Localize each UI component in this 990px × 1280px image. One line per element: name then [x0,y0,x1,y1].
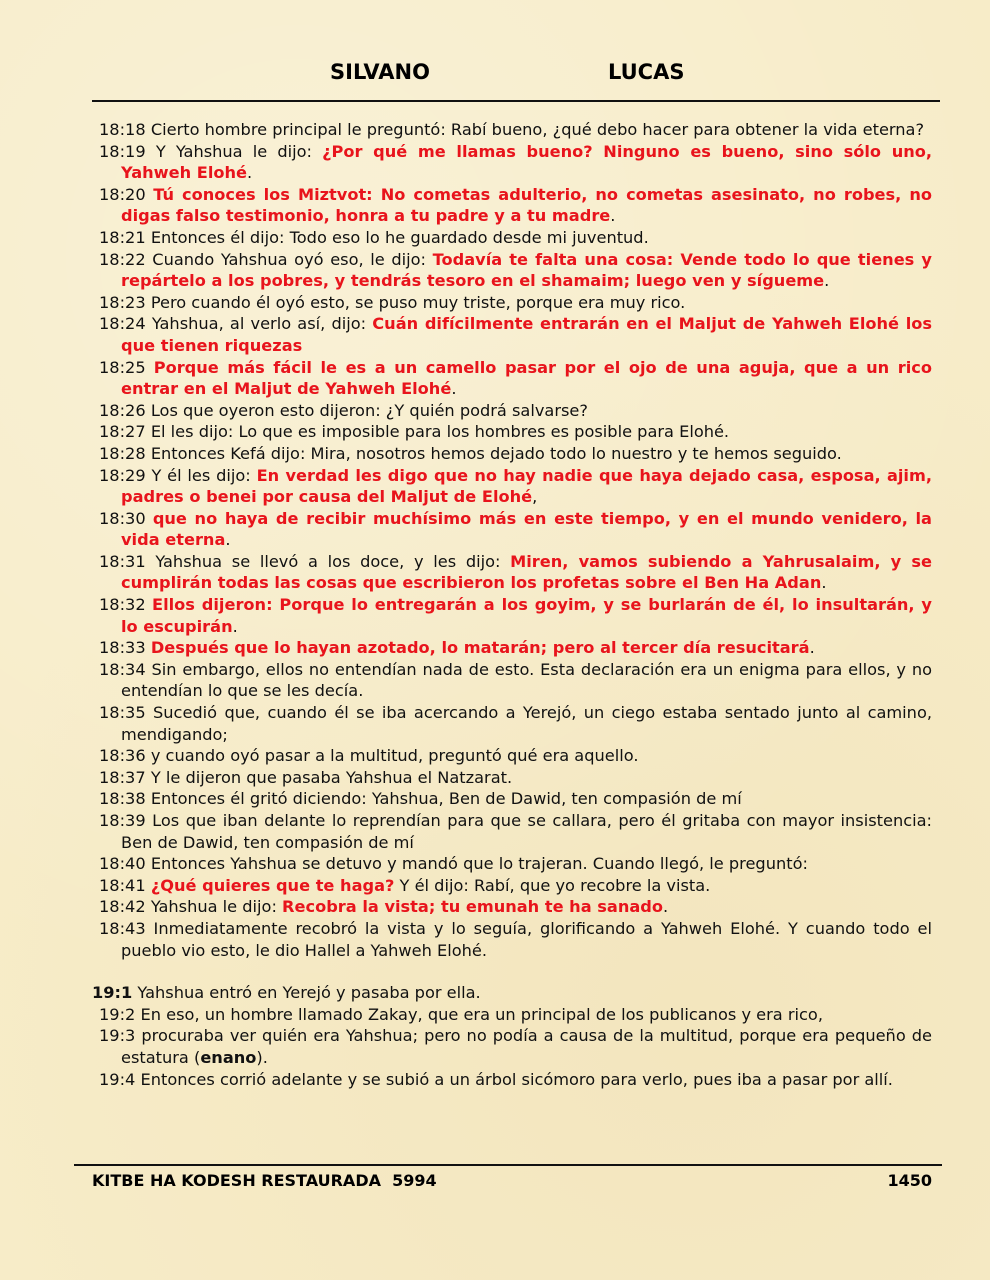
chapter-gap [92,961,932,982]
verse-ref: 18:40 [99,854,146,874]
verse-ref: 18:19 [99,141,146,161]
words-of-yahshua: Después que lo hayan azotado, lo matarán; pero al tercer día resucitará [150,638,810,658]
verse-text: Sucedió que, cuando él se iba acercando a Yerejó, un ciego estaba sentado junto al camino, mendigando; [121,703,932,744]
emphasis-text: enano [200,1047,257,1067]
verse-ref: 18:30 [99,508,146,528]
verse [92,637,932,659]
verse-ref: 18:34 [99,659,146,679]
verse-text: procuraba ver quién era Yahshua; pero no podía a causa de la multitud, porque era pequeño de estatura ( [121,1026,932,1067]
verse-ref: 18:18 [99,120,146,139]
verse-ref: 18:24 [99,314,146,334]
verse-ref: 18:43 [99,918,146,938]
verse [92,119,932,141]
header-book-left: SILVANO [330,60,430,84]
verse-text: . [821,573,827,593]
verse [92,357,932,400]
verse-text: Los que iban delante lo reprendían para que se callara, pero él gritaba con mayor insistencia: Ben de Dawid, ten compasión de mí [121,811,932,852]
verse-text: , [532,487,538,507]
verse [92,184,932,227]
verse-text: Los que oyeron esto dijeron: ¿Y quién podrá salvarse? [150,400,588,420]
verse-text: En eso, un hombre llamado Zakay, que era un principal de los publicanos y era rico, [140,1004,823,1024]
verse-text: Entonces corrió adelante y se subió a un árbol sicómoro para verlo, pues iba a pasar por allí. [140,1069,893,1089]
verse-ref: 18:21 [99,227,146,247]
page-header [0,60,990,90]
words-of-yahshua: Porque más fácil le es a un camello pasar por el ojo de una aguja, que a un rico entrar en el Maljut de Yahweh Elohé [121,357,932,399]
verse-ref: 18:26 [99,400,146,420]
verse-ref: 18:36 [99,746,146,766]
verse-ref: 18:23 [99,292,146,312]
verse-ref: 18:41 [99,875,146,895]
verse [92,875,932,897]
verse-ref: 18:42 [99,897,146,917]
page-footer [92,1171,932,1193]
verse [92,400,932,422]
verse [92,702,932,745]
verse-ref: 18:27 [99,422,146,442]
verse-text: Entonces él dijo: Todo eso lo he guardado desde mi juventud. [150,227,649,247]
verse-ref: 18:22 [99,249,146,269]
verse [92,141,932,184]
verse [92,508,932,551]
verse [92,918,932,961]
verse-ref: 19:3 [99,1026,136,1046]
verse [92,810,932,853]
verse-text: . [247,163,253,183]
words-of-yahshua: ¿Por qué me llamas bueno? Ninguno es bueno, sino sólo uno, Yahweh Elohé [121,141,933,183]
page-number: 1450 [887,1171,932,1190]
verse-text: Y Yahshua le dijo: [155,141,323,161]
verse-text: Yahshua le dijo: [150,897,283,917]
verse [92,896,932,918]
words-of-yahshua: En verdad les digo que no hay nadie que haya dejado casa, esposa, ajim, padres o benei por causa del Maljut de Elohé [121,465,932,507]
verse [92,292,932,314]
verse-ref: 18:25 [99,357,146,377]
verse-text: Y él dijo: Rabí, que yo recobre la vista. [394,875,711,895]
verse [92,788,932,810]
verse-text: . [824,271,830,291]
verse-ref: 18:28 [99,443,146,463]
verse [92,659,932,702]
verse-text: . [809,638,815,658]
verse-text: Entonces él gritó diciendo: Yahshua, Ben de Dawid, ten compasión de mí [150,789,742,809]
verse [92,594,932,637]
words-of-yahshua: ¿Qué quieres que te haga? [150,875,395,895]
verse [92,982,932,1004]
words-of-yahshua: Tú conoces los Miztvot: No cometas adulterio, no cometas asesinato, no robes, no digas falso testimonio, honra a tu padre y a tu madre [121,184,932,226]
verse-text: Entonces Kefá dijo: Mira, nosotros hemos dejado todo lo nuestro y te hemos seguido. [150,443,842,463]
verse [92,1025,932,1068]
verse-text: ). [256,1047,268,1067]
verse-ref: 19:4 [99,1069,136,1089]
words-of-yahshua: Miren, vamos subiendo a Yahrusalaim, y se cumplirán todas las cosas que escribieron los profetas sobre el Ben Ha Adan [121,551,932,593]
footer-title: KITBE HA KODESH RESTAURADA 5994 [92,1171,437,1190]
verse-text: El les dijo: Lo que es imposible para los hombres es posible para Elohé. [150,422,730,442]
verse-ref: 18:31 [99,551,146,571]
verse [92,227,932,249]
verse-text: Cuando Yahshua oyó eso, le dijo: [152,249,433,269]
verse-text: Pero cuando él oyó esto, se puso muy triste, porque era muy rico. [150,292,686,312]
verse-text: . [610,206,616,226]
verse-text: Cierto hombre principal le preguntó: Rabí bueno, ¿qué debo hacer para obtener la vida eterna? [150,120,925,139]
verse [92,443,932,465]
words-of-yahshua: Ellos dijeron: Porque lo entregarán a los goyim, y se burlarán de él, lo insultarán, y lo escupirán [121,595,932,636]
verse [92,465,932,508]
scripture-text [92,119,932,1090]
verse-text: Y le dijeron que pasaba Yahshua el Natzarat. [150,767,513,787]
verse [92,745,932,767]
verse-text: Entonces Yahshua se detuvo y mandó que lo trajeran. Cuando llegó, le preguntó: [150,854,808,874]
verse-ref: 18:37 [99,767,146,787]
words-of-yahshua: que no haya de recibir muchísimo más en este tiempo, y en el mundo venidero, la vida eterna [121,508,932,550]
verse-ref: 18:38 [99,789,146,809]
verse-text: Inmediatamente recobró la vista y lo seguía, glorificando a Yahweh Elohé. Y cuando todo el pueblo vio esto, le dio Hallel a Yahweh Elohé. [121,918,932,960]
verse [92,853,932,875]
header-divider [92,100,940,102]
header-book-right: LUCAS [608,60,685,84]
verse [92,551,932,594]
verse [92,1004,932,1026]
verse-text: Yahshua se llevó a los doce, y les dijo: [155,551,511,571]
verse-ref: 18:39 [99,811,146,830]
verse [92,767,932,789]
verse [92,421,932,443]
verse-ref: 18:20 [99,184,146,204]
verse-text: . [225,530,231,550]
verse-ref: 18:33 [99,638,146,658]
words-of-yahshua: Cuán difícilmente entrarán en el Maljut de Yahweh Elohé los que tienen riquezas [121,314,932,355]
verse-text: . [232,616,238,636]
verse-text: y cuando oyó pasar a la multitud, preguntó qué era aquello. [150,746,639,766]
verse-text: . [451,379,457,399]
verse-ref: 19:2 [99,1004,136,1024]
verse-text: Yahshua, al verlo así, dijo: [151,314,373,334]
verse [92,313,932,356]
verse-ref: 18:35 [99,703,146,723]
footer-divider [74,1164,942,1166]
verse-text: Sin embargo, ellos no entendían nada de esto. Esta declaración era un enigma para ellos, y no entendían lo que se les decía. [121,659,933,701]
verse-text: Y él les dijo: [151,465,257,485]
words-of-yahshua: Recobra la vista; tu emunah te ha sanado [282,897,663,917]
verse [92,1069,932,1091]
verse-ref: 18:29 [99,465,146,485]
verse-ref: 18:32 [99,595,146,615]
words-of-yahshua: Todavía te falta una cosa: Vende todo lo que tienes y repártelo a los pobres, y tendrás tesoro en el shamaim; luego ven y sígueme [121,249,932,291]
verse [92,249,932,292]
verse-text: Yahshua entró en Yerejó y pasaba por ella. [137,983,481,1003]
verse-text: . [662,897,669,917]
verse-ref: 19:1 [92,983,133,1003]
